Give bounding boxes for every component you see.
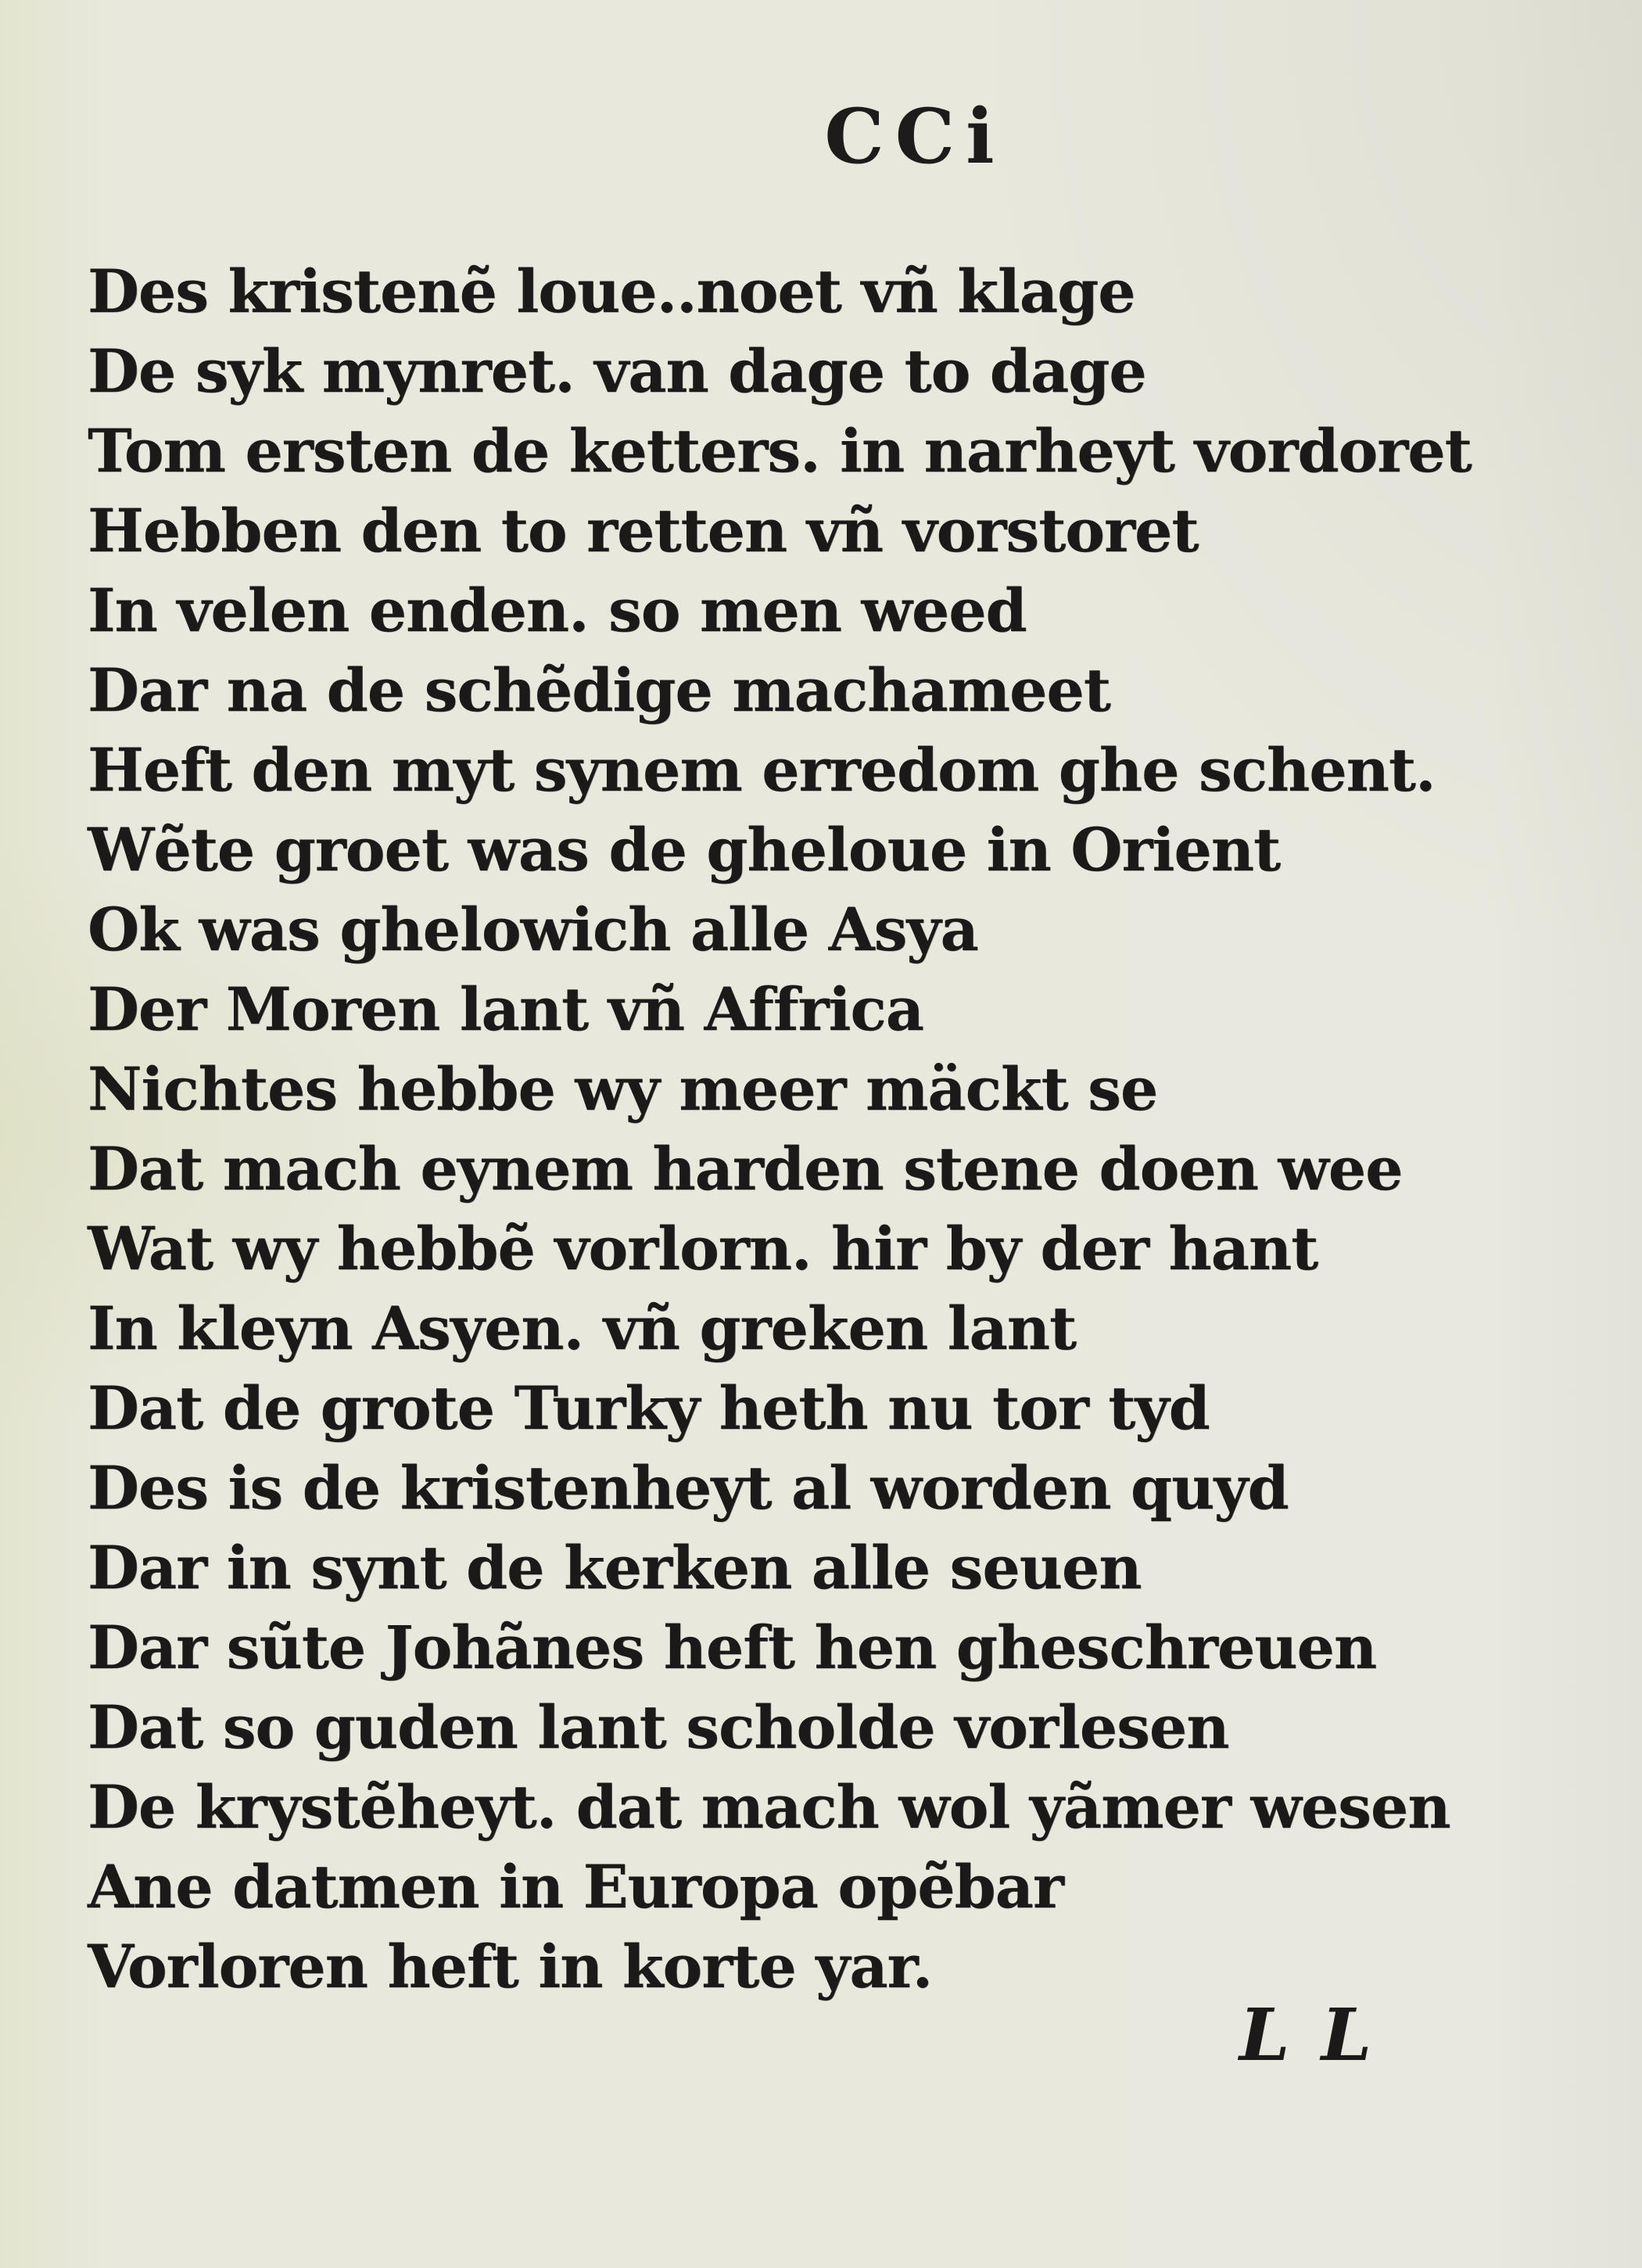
verse-line: Ane datmen in Europa opẽbar	[88, 1852, 1063, 1922]
verse-line: Hebben den to retten vñ vorstoret	[88, 496, 1199, 565]
folio-number: CCi	[824, 92, 1006, 181]
verse-line: Nichtes hebbe wy meer mäckt se	[88, 1054, 1158, 1124]
verse-line: Dat so guden lant scholde vorlesen	[88, 1692, 1229, 1762]
verse-line: De krystẽheyt. dat mach wol yãmer wesen	[88, 1772, 1450, 1842]
verse-line: Heft den myt synem erredom ghe schent.	[88, 735, 1436, 805]
verse-line: Ok was ghelowich alle Asya	[88, 895, 978, 964]
signature-mark: LL	[1239, 1993, 1404, 2077]
verse-line: Dar in synt de kerken alle seuen	[88, 1533, 1142, 1602]
verse-line: Dat de grote Turky heth nu tor tyd	[88, 1373, 1210, 1443]
verse-line: Wẽte groet was de gheloue in Orient	[88, 815, 1281, 885]
verse-line: De syk mynret. van dage to dage	[88, 336, 1146, 406]
verse-line: In kleyn Asyen. vñ greken lant	[88, 1294, 1077, 1363]
verse-line: Der Moren lant vñ Affrica	[88, 974, 923, 1044]
verse-line: Wat wy hebbẽ vorlorn. hir by der hant	[88, 1214, 1318, 1283]
verse-text	[88, 252, 1472, 2007]
verse-line: Dar na de schẽdige machameet	[88, 655, 1110, 725]
verse-line: Vorloren heft in korte yar.	[88, 1932, 933, 2001]
verse-line: Tom ersten de ketters. in narheyt vordoret	[88, 416, 1472, 486]
verse-line: In velen enden. so men weed	[88, 576, 1027, 645]
verse-line: Des kristenẽ loue..noet vñ klage	[88, 257, 1135, 326]
verse-line: Dat mach eynem harden stene doen wee	[88, 1134, 1403, 1204]
verse-line: Des is de kristenheyt al worden quyd	[88, 1453, 1289, 1523]
verse-line: Dar sũte Johãnes heft hen gheschreuen	[88, 1613, 1377, 1682]
